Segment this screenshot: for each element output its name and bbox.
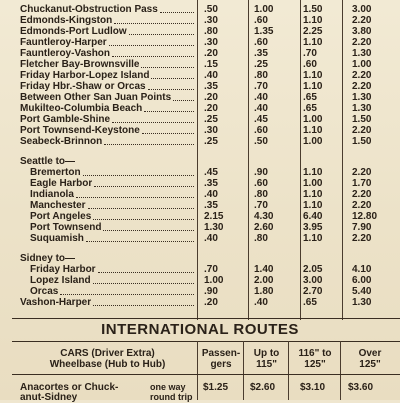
fare-cell: .70: [254, 200, 268, 211]
fare-cell: .80: [254, 189, 268, 200]
group-heading: [0, 253, 400, 264]
fare-cell: 6.40: [303, 211, 323, 222]
dot-leader: [151, 78, 194, 80]
route-name: Seabeck-Brinnon: [20, 136, 103, 147]
fare-cell: 2.20: [352, 189, 372, 200]
route-name: Edmonds-Port Ludlow: [20, 26, 127, 37]
fare-cell: 1.70: [352, 178, 372, 189]
fare-cell: 2.70: [303, 286, 323, 297]
fare-cell: 1.50: [352, 114, 372, 125]
fare-cell: 1.30: [352, 48, 372, 59]
fare-cell: 6.00: [352, 275, 372, 286]
route-name: Port Angeles: [30, 211, 92, 222]
fare-cell: 1.30: [204, 222, 224, 233]
fare-cell: 1.00: [352, 59, 372, 70]
route-name: Fauntleroy-Harper: [20, 37, 107, 48]
fare-cell: 1.00: [204, 275, 224, 286]
section-divider: [12, 374, 400, 375]
fare-row: [0, 92, 400, 103]
fare-cell: .60: [254, 178, 268, 189]
fare-row: [0, 103, 400, 114]
fare-cell: .65: [303, 103, 317, 114]
fare-cell: .40: [254, 92, 268, 103]
fare-cell: 3.95: [303, 222, 323, 233]
fare-cell: .50: [254, 136, 268, 147]
fare-cell: .25: [204, 114, 218, 125]
route-name: Fauntleroy-Vashon: [20, 48, 111, 59]
fare-row: [0, 114, 400, 125]
route-name: Anacortes or Chuck-: [20, 382, 119, 393]
fare-cell: .30: [204, 37, 218, 48]
route-name: Suquamish: [30, 233, 84, 244]
fare-cell: 1.35: [254, 26, 274, 37]
fare-cell: 4.10: [352, 264, 372, 275]
route-name: Friday Harbor: [30, 264, 96, 275]
dot-leader: [93, 305, 194, 307]
fare-cell: 5.40: [352, 286, 372, 297]
fare-row: [0, 37, 400, 48]
fare-cell: 1.30: [352, 103, 372, 114]
fare-row: [0, 48, 400, 59]
fare-cell: .80: [204, 26, 218, 37]
fare-cell: 1.50: [352, 136, 372, 147]
fare-cell: 2.20: [352, 81, 372, 92]
route-name: Indianola: [30, 189, 74, 200]
route-name: Port Townsend: [30, 222, 102, 233]
dot-leader: [141, 67, 194, 69]
fare-cell: .30: [204, 15, 218, 26]
fare-cell: .35: [204, 81, 218, 92]
fare-cell: .35: [204, 200, 218, 211]
fare-cell: 1.00: [254, 4, 274, 15]
fare-cell: .70: [303, 48, 317, 59]
group-name: Seattle to—: [20, 156, 76, 167]
fare-cell: .60: [303, 59, 317, 70]
fare-cell: 1.80: [254, 286, 274, 297]
fare-row: [0, 15, 400, 26]
group-name: Sidney to—: [20, 253, 76, 264]
fare-cell: 1.30: [352, 92, 372, 103]
trip-type: round trip: [150, 392, 193, 402]
fare-cell: 1.10: [303, 233, 323, 244]
fare-cell: 1.10: [303, 200, 323, 211]
fare-cell: .30: [204, 125, 218, 136]
fare-row: [0, 125, 400, 136]
fare-cell: 2.05: [303, 264, 323, 275]
fare-row: [0, 4, 400, 15]
fare-cell: .45: [204, 167, 218, 178]
fare-cell: 2.20: [352, 37, 372, 48]
fare-cell: .25: [254, 59, 268, 70]
fare-cell: 1.10: [303, 125, 323, 136]
fare-cell: .90: [254, 167, 268, 178]
fare-row: [0, 81, 400, 92]
fare-row: [0, 70, 400, 81]
dot-leader: [160, 12, 194, 14]
dot-leader: [112, 122, 194, 124]
dot-leader: [103, 230, 194, 232]
fare-row: [0, 286, 400, 297]
fare-cell: 1.10: [303, 70, 323, 81]
fare-row: [0, 297, 400, 308]
fare-row: [0, 233, 400, 244]
fare-row: [0, 59, 400, 70]
fare-row: [0, 189, 400, 200]
fare-cell: 2.20: [352, 70, 372, 81]
route-name: Friday Hbr.-Shaw or Orcas: [20, 81, 146, 92]
fare-cell: .50: [204, 4, 218, 15]
fare-cell: .60: [254, 15, 268, 26]
fare-cell: 3.00: [303, 275, 323, 286]
dot-leader: [83, 175, 194, 177]
fare-cell: .25: [204, 136, 218, 147]
route-name: Between Other San Juan Points: [20, 92, 172, 103]
fare-cell: .45: [254, 114, 268, 125]
fare-cell: .40: [204, 189, 218, 200]
fare-cell: .40: [204, 233, 218, 244]
fare-cell: 2.60: [254, 222, 274, 233]
fare-cell: .15: [204, 59, 218, 70]
fare-cell: 7.90: [352, 222, 372, 233]
116to125-header: 116" to 125": [298, 348, 332, 370]
over125-header: Over 125": [358, 348, 382, 370]
fare-cell: 12.80: [352, 211, 378, 222]
fare-cell: 2.25: [303, 26, 323, 37]
trip-type: one way: [150, 382, 186, 392]
fare-cell: 1.30: [352, 297, 372, 308]
international-row: [0, 392, 400, 403]
fare-cell: $1.25: [203, 382, 229, 393]
fare-cell: 1.10: [303, 189, 323, 200]
upto115-header: Up to 115": [253, 348, 280, 370]
dot-leader: [93, 219, 194, 221]
fare-row: [0, 167, 400, 178]
fare-row: [0, 275, 400, 286]
fare-cell: 1.00: [303, 114, 323, 125]
fare-cell: 1.10: [303, 37, 323, 48]
fare-cell: $2.60: [250, 382, 276, 393]
dot-leader: [112, 56, 194, 58]
fare-row: [0, 264, 400, 275]
section-divider: [12, 341, 400, 342]
route-name: Orcas: [30, 286, 59, 297]
fare-cell: 4.30: [254, 211, 274, 222]
dot-leader: [104, 144, 194, 146]
fare-cell: .65: [303, 297, 317, 308]
fare-cell: 3.80: [352, 26, 372, 37]
fare-cell: .40: [204, 70, 218, 81]
dot-leader: [98, 272, 194, 274]
route-name: Vashon-Harper: [20, 297, 92, 308]
fare-cell: 2.00: [254, 275, 274, 286]
fare-row: [0, 26, 400, 37]
route-name: Eagle Harbor: [30, 178, 93, 189]
passengers-header: Passen- gers: [201, 348, 241, 370]
route-name: Friday Harbor-Lopez Island: [20, 70, 150, 81]
fare-cell: 2.20: [352, 15, 372, 26]
route-name: Port Townsend-Keystone: [20, 125, 140, 136]
fare-row: [0, 211, 400, 222]
fare-cell: 2.20: [352, 233, 372, 244]
fare-row: [0, 222, 400, 233]
fare-cell: .70: [254, 81, 268, 92]
fare-cell: 2.20: [352, 125, 372, 136]
fare-cell: .80: [254, 70, 268, 81]
route-name: Edmonds-Kingston: [20, 15, 113, 26]
dot-leader: [94, 186, 194, 188]
fare-cell: .20: [204, 103, 218, 114]
dot-leader: [173, 100, 194, 102]
fare-cell: .20: [204, 297, 218, 308]
dot-leader: [142, 133, 194, 135]
dot-leader: [144, 111, 194, 113]
fare-cell: 1.10: [303, 81, 323, 92]
dot-leader: [109, 45, 194, 47]
route-name: Lopez Island: [30, 275, 91, 286]
dot-leader: [86, 241, 194, 243]
fare-cell: .35: [254, 48, 268, 59]
dot-leader: [60, 294, 194, 296]
fare-cell: .40: [254, 297, 268, 308]
fare-cell: 1.10: [303, 15, 323, 26]
fare-cell: 1.00: [303, 136, 323, 147]
fare-cell: 3.00: [352, 4, 372, 15]
dot-leader: [93, 283, 194, 285]
section-title: INTERNATIONAL ROUTES: [101, 321, 299, 338]
route-name: Port Gamble-Shine: [20, 114, 111, 125]
dot-leader: [114, 23, 194, 25]
fare-cell: 2.20: [352, 200, 372, 211]
fare-cell: .65: [303, 92, 317, 103]
fare-cell: 2.20: [352, 167, 372, 178]
fare-cell: .35: [204, 178, 218, 189]
fare-cell: 1.40: [254, 264, 274, 275]
group-heading: [0, 156, 400, 167]
fare-cell: .70: [204, 264, 218, 275]
fare-cell: 1.10: [303, 167, 323, 178]
fare-cell: 1.00: [303, 178, 323, 189]
cars-header: CARS (Driver Extra) Wheelbase (Hub to Hub): [49, 348, 166, 370]
fare-cell: .80: [254, 233, 268, 244]
dot-leader: [129, 34, 194, 36]
fare-cell: $3.60: [348, 382, 374, 393]
fare-cell: $3.10: [300, 382, 326, 393]
dot-leader: [88, 208, 194, 210]
route-name: Fletcher Bay-Brownsville: [20, 59, 140, 70]
fare-row: [0, 200, 400, 211]
fare-cell: .20: [204, 92, 218, 103]
route-name: Chuckanut-Obstruction Pass: [20, 4, 158, 15]
fare-cell: 1.50: [303, 4, 323, 15]
fare-row: [0, 136, 400, 147]
dot-leader: [148, 89, 194, 91]
fare-row: [0, 178, 400, 189]
route-name: Bremerton: [30, 167, 81, 178]
fare-cell: .60: [254, 37, 268, 48]
fare-cell: .60: [254, 125, 268, 136]
route-name: anut-Sidney: [20, 392, 78, 403]
fare-cell: .40: [254, 103, 268, 114]
route-name: Manchester: [30, 200, 86, 211]
dot-leader: [76, 197, 194, 199]
fare-cell: .90: [204, 286, 218, 297]
section-divider: [12, 318, 400, 319]
fare-cell: .20: [204, 48, 218, 59]
fare-cell: 2.15: [204, 211, 224, 222]
route-name: Mukilteo-Columbia Beach: [20, 103, 143, 114]
